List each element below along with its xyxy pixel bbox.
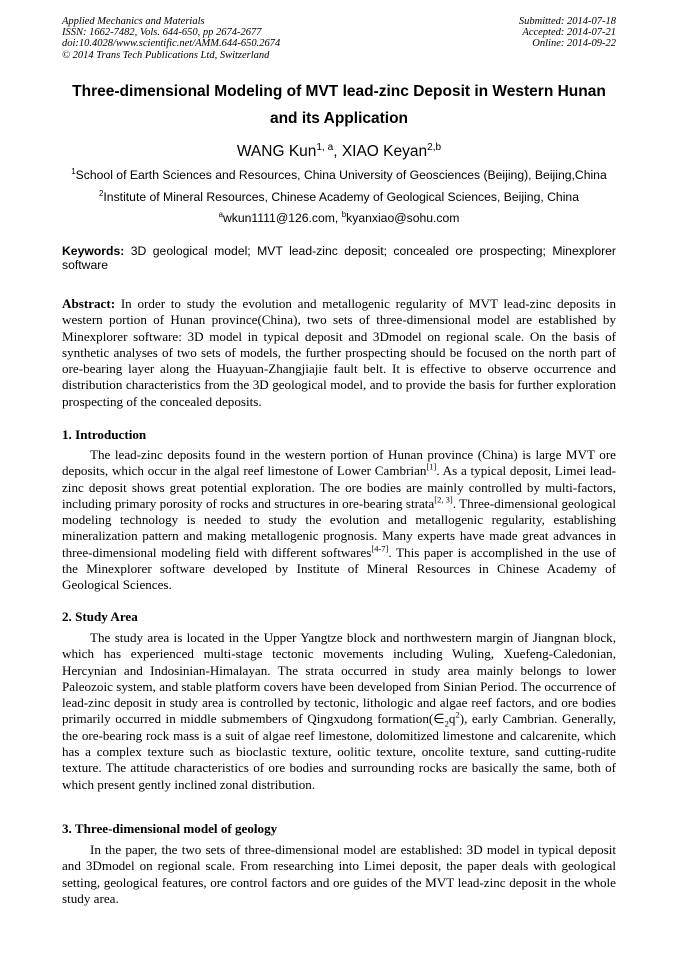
superscript: 2 [455, 710, 460, 721]
text-run: School of Earth Sciences and Resources, China University of Geosciences (Beijing), Beijing,China [75, 168, 607, 182]
superscript: 1, a [316, 141, 334, 153]
abstract-label: Abstract: [62, 296, 116, 311]
dates [519, 16, 616, 50]
superscript: [2, 3] [434, 494, 453, 505]
authors [40, 143, 638, 161]
subscript: 2 [444, 719, 449, 730]
text-run: WANG Kun [236, 143, 317, 160]
keywords [62, 244, 616, 272]
accepted-date: Accepted: 2014-07-21 [522, 27, 616, 39]
affiliation-2 [40, 190, 638, 204]
section-heading: 2. Study Area [62, 609, 138, 624]
text-run: wkun1111@126.com, [222, 211, 342, 225]
text-run: The study area is located in the Upper Yangtze block and northwestern margin of Jiangnan block, which has experienced multi-stage tectonic movements including Wuling, Xuefeng-Caledonian, Hercynian and Indosinian-Himalayan. The strata occurred in study area mainly belongs to lower Paleozoic system, and stable platform covers have been developed from Sinian Period. The occurrence of lead-zinc deposit in study area is controlled by tectonic, lithologic and algae reef factors, and ore bodies primarily occurred in middle submembers of Qingxudong formation(∈ [62, 630, 616, 727]
text-run: ), early Cambrian. Generally, the ore-bearing rock mass is a suit of algae reef limestone, dolomitized limestone and calcarenite, which has a complex texture such as bioclastic texture, oolitic texture, oncolite texture, sand cutting-rudite texture. The attitude characteristics of ore bodies and surrounding rocks are basically the same, both of which present gently inclined zonal distribution. [62, 711, 617, 792]
submitted-date: Submitted: 2014-07-18 [518, 16, 616, 27]
online-date: Online: 2014-09-22 [532, 38, 616, 50]
keywords-text: 3D geological model; MVT lead-zinc deposit; concealed ore prospecting; Minexplorer software [62, 244, 616, 272]
section-body [62, 842, 616, 907]
superscript: [4-7] [371, 543, 389, 554]
text-run: , XIAO Keyan [333, 143, 428, 160]
superscript: 2,b [427, 141, 442, 153]
superscript: 1 [71, 166, 76, 176]
affiliation-1 [40, 168, 638, 182]
superscript: a [218, 209, 223, 219]
abstract-text: In order to study the evolution and metallogenic regularity of MVT lead-zinc deposits in western portion of Hunan province(China), two sets of three-dimensional model are established by Minexplorer software: 3D model in typical deposit and 3Dmodel on regional scale. On the basis of synthetic analyses of two sets of models, the further prospecting should be focused on the north part of ore-bearing layer along the Huayuan-Zhangjiajie fault belt. It is effective to observe occurrence and distribution characteristics from the 3D geological model, and to provide the basis for further exploration prospecting of the concealed deposits. [62, 296, 616, 409]
journal-name: Applied Mechanics and Materials [62, 16, 205, 27]
superscript: 2 [99, 188, 104, 198]
text-run: The lead-zinc deposits found in the western portion of Hunan province (China) is large MVT ore deposits, which occur in the algal reef limestone of Lower Cambrian [62, 447, 616, 479]
text-run: q [448, 711, 456, 727]
text-run: . This paper is accomplished in the use of the Minexplorer software developed by Institute of Mineral Resources in Chinese Academy of Geological Sciences. [62, 544, 616, 593]
title-line: and its Application [269, 110, 409, 127]
text-run: Institute of Mineral Resources, Chinese Academy of Geological Sciences, Beijing, China [103, 190, 579, 204]
abstract [62, 296, 616, 410]
text-run: kyanxiao@sohu.com [346, 211, 460, 225]
issn: ISSN: 1662-7482, Vols. 644-650, pp 2674-2677 [62, 27, 262, 39]
text-run: . Three-dimensional geological modeling technology is needed to study the evolution and metallogenic regularity, establishing mineralization pattern and making metallogenic prognosis. Many experts have made great advances in three-dimensional modeling field with different softwares [62, 495, 616, 560]
title-line: Three-dimensional Modeling of MVT lead-zinc Deposit in Western Hunan [72, 83, 606, 100]
doi: doi:10.4028/www.scientific.net/AMM.644-650.2674 [62, 38, 281, 50]
section-heading: 3. Three-dimensional model of geology [62, 821, 278, 836]
text-run: . As a typical deposit, Limei lead-zinc deposit shows great potential exploration. The ore bodies are mainly controlled by multi-factors, including primary porosity of rocks and structures in ore-bearing strata [62, 463, 616, 511]
keywords-label: Keywords: [62, 244, 125, 258]
section-heading: 1. Introduction [62, 427, 147, 442]
emails [40, 211, 638, 225]
text-run: In the paper, the two sets of three-dimensional model are established: 3D model in typical deposit and 3Dmodel on regional scale. From researching into Limei deposit, the paper deals with geological setting, geological features, ore control factors and ore guides of the MVT lead-zinc deposit in the whole study area. [62, 842, 616, 906]
copyright: © 2014 Trans Tech Publications Ltd, Switzerland [62, 49, 270, 61]
section-body [62, 630, 616, 793]
paper-title [40, 78, 638, 132]
journal-info [62, 16, 280, 61]
superscript: [1] [426, 461, 437, 472]
superscript: b [341, 209, 347, 219]
section-body [62, 447, 616, 594]
